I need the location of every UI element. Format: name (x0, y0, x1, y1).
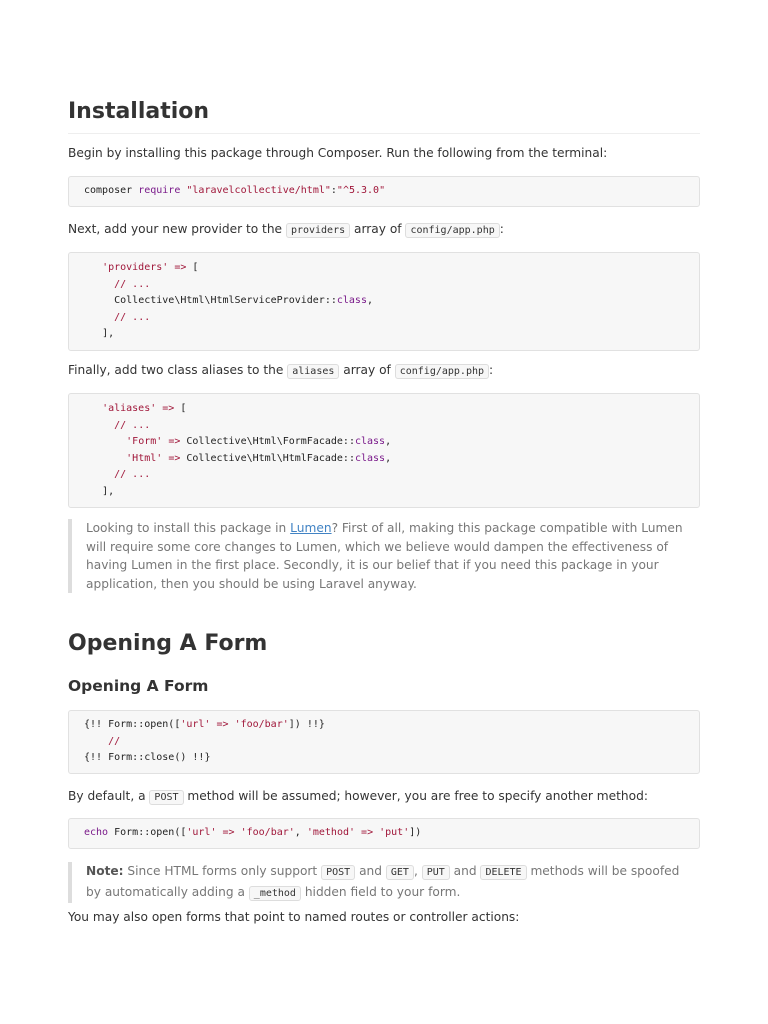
code-comment: // (108, 735, 121, 747)
code-token: 'providers' (102, 262, 169, 273)
code-token: [ (180, 403, 187, 414)
code-token: "laravelcollective/html" (186, 185, 331, 196)
code-comment: // ... (114, 469, 151, 480)
opening-form-heading: Opening A Form (68, 631, 268, 656)
text: Finally, add two class aliases to the (68, 363, 284, 377)
code-token: Collective\Html\FormFacade:: (186, 436, 355, 447)
code-token: => (222, 827, 235, 838)
code-comment: // ... (114, 278, 151, 290)
lumen-link[interactable]: Lumen (290, 521, 332, 535)
inline-code-method: _method (249, 886, 301, 901)
installation-intro: Begin by installing this package through Composer. Run the following from the terminal: (68, 146, 608, 160)
provider-instruction (68, 220, 504, 240)
code-token: Collective\Html\HtmlFacade:: (186, 452, 355, 464)
code-token: class (336, 295, 367, 306)
code-token: Collective\Html\HtmlServiceProvider:: (114, 295, 337, 306)
code-token: , (366, 295, 374, 306)
code-token: "^5.3.0" (336, 185, 386, 196)
code-token: !!} (306, 719, 325, 730)
code-token: class (354, 452, 386, 464)
method-spoofing-note (68, 862, 690, 903)
code-token: Form::open([ (108, 719, 181, 730)
code-token: require (138, 185, 181, 196)
text: Since HTML forms only support (127, 864, 318, 878)
code-comment: // ... (114, 311, 151, 323)
text: Looking to install this package in (86, 521, 291, 535)
aliases-instruction (68, 361, 493, 381)
inline-code-post: POST (321, 865, 355, 880)
code-token: Form::open([ (114, 827, 187, 838)
lumen-note (68, 519, 690, 593)
code-token: 'foo/bar' (240, 827, 295, 838)
text: array of (354, 222, 402, 236)
providers-code-block (68, 252, 700, 351)
installation-section (68, 97, 700, 134)
text: and (359, 864, 382, 878)
text: hidden field to your form. (304, 884, 461, 899)
code-token: 'method' (306, 827, 356, 838)
open-close-code-block (68, 710, 700, 774)
code-token: ]) (288, 719, 301, 730)
code-token: => (168, 436, 181, 447)
code-token: Form::close() (108, 752, 187, 763)
inline-code-aliases: aliases (287, 364, 339, 379)
text: By default, a (68, 789, 146, 803)
code-token: composer (84, 185, 133, 196)
code-token: , (294, 827, 301, 838)
code-token: 'Form' (126, 436, 163, 447)
named-routes-text: You may also open forms that point to named routes or controller actions: (68, 910, 520, 924)
code-token: {!! (84, 752, 103, 763)
code-token: !!} (192, 752, 211, 763)
code-token: 'url' (186, 827, 217, 838)
code-token: 'aliases' (102, 403, 157, 414)
code-comment: // ... (114, 419, 151, 431)
code-token: class (354, 436, 386, 447)
code-token: => (174, 262, 187, 273)
inline-code-delete: DELETE (480, 865, 526, 880)
composer-code-block (68, 176, 700, 207)
code-token: 'foo/bar' (234, 719, 289, 730)
text: method will be assumed; however, you are free to specify another method: (187, 789, 648, 803)
inline-code-providers: providers (286, 223, 350, 238)
inline-code-get: GET (386, 865, 414, 880)
code-token: ]) (409, 827, 422, 838)
code-token: ], (102, 328, 115, 339)
inline-code-post: POST (149, 790, 183, 805)
opening-form-subheading: Opening A Form (68, 677, 209, 695)
method-code-block (68, 818, 700, 849)
code-token: 'put' (379, 827, 410, 838)
code-token: 'Html' (126, 452, 163, 464)
text: array of (343, 363, 391, 377)
inline-code-config: config/app.php (395, 364, 489, 379)
code-token: ], (102, 485, 115, 497)
code-token: => (162, 403, 175, 414)
installation-heading: Installation (68, 97, 700, 134)
default-method-text (68, 787, 648, 807)
text: : (499, 222, 504, 236)
code-token: , (385, 436, 392, 447)
code-token: , (385, 452, 392, 464)
code-token: => (168, 452, 181, 464)
text: methods will be spoofed by automatically adding a (86, 864, 680, 899)
code-token: echo (84, 827, 109, 838)
text: Next, add your new provider to the (68, 222, 283, 236)
code-token: : (330, 185, 337, 196)
aliases-code-block (68, 393, 700, 508)
code-token: [ (192, 262, 199, 273)
text: : (489, 363, 494, 377)
code-token: => (361, 827, 374, 838)
opening-form-section (68, 629, 700, 665)
text: ? First of all, making this package compatible with Lumen will require some core changes to Lumen, which we believe would dampen the effectiveness of having Lumen in the first place. Secondly, it is our belief that if you need this package in your application, then you should be using Laravel anyway. (86, 521, 683, 591)
code-token: => (216, 719, 229, 730)
code-token: {!! (84, 719, 103, 730)
inline-code-config: config/app.php (405, 223, 499, 238)
text: and (453, 864, 477, 878)
inline-code-put: PUT (422, 865, 450, 880)
code-token: 'url' (180, 719, 211, 730)
text: , (413, 864, 418, 878)
note-label: Note: (86, 864, 124, 878)
